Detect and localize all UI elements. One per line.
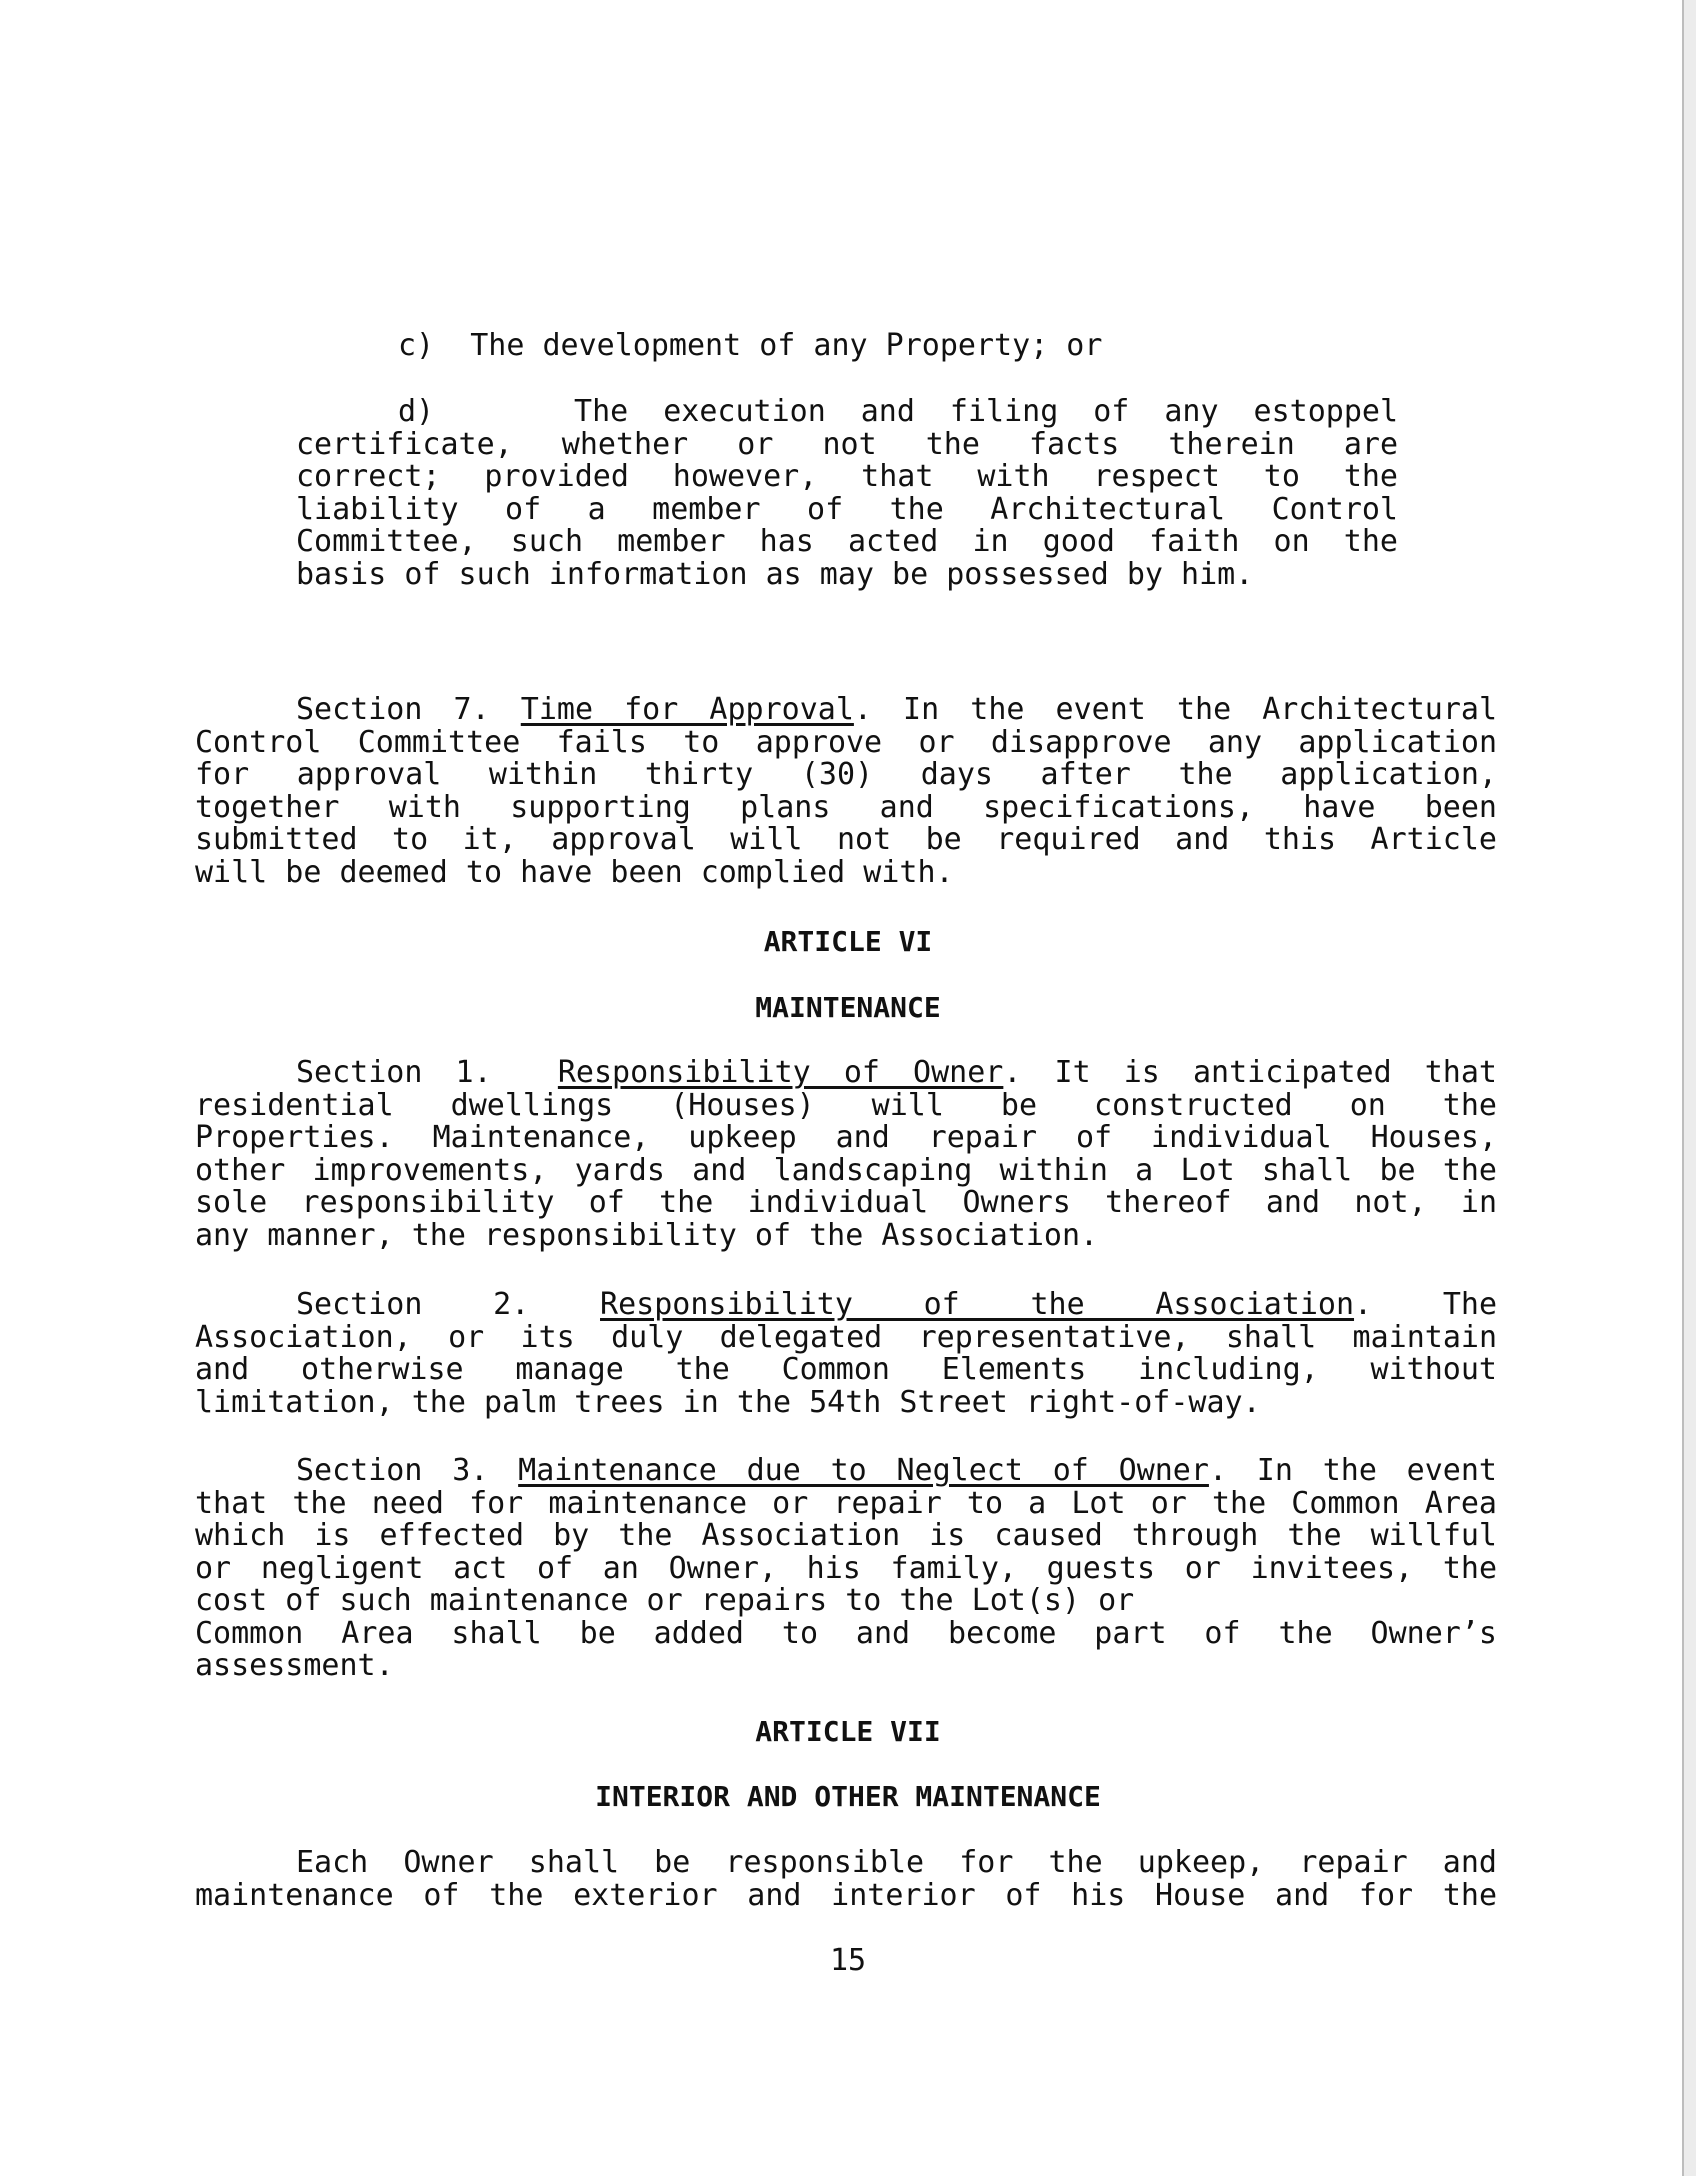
subsection-c <box>398 330 1298 363</box>
section-1-lead: Section 1. <box>296 1055 492 1090</box>
section-1-line: Properties. Maintenance, upkeep and repair of individual Houses, <box>195 1120 1497 1155</box>
section-1-line: sole responsibility of the individual Owners thereof and not, in <box>195 1185 1497 1220</box>
section-3-line: Section 3. Maintenance due to Neglect of Owner. In the event <box>296 1453 1497 1488</box>
section-2-lead: Section 2. <box>296 1287 530 1322</box>
section-1-line: Section 1. Responsibility of Owner. It is anticipated that <box>296 1055 1497 1090</box>
section-3-line: assessment. <box>195 1648 394 1683</box>
page-number: 15 <box>829 1943 867 1978</box>
article-6-section-3 <box>195 1455 1497 1683</box>
section-2-line: Association, or its duly delegated representative, shall maintain <box>195 1319 1497 1355</box>
section-1-line: other improvements, yards and landscaping within a Lot shall be the <box>195 1152 1497 1188</box>
section-7-line: for approval within thirty (30) days after the application, <box>195 757 1497 792</box>
subsection-d-line: basis of such information as may be possessed by him. <box>296 556 1254 592</box>
article-6-section-1 <box>195 1057 1497 1252</box>
section-7-line: submitted to it, approval will not be required and this Article <box>195 822 1497 857</box>
section-7-line: Control Committee fails to approve or disapprove any application <box>195 724 1497 760</box>
section-3-lead: Section 3. <box>296 1453 489 1488</box>
section-2-title: Responsibility of the Association <box>600 1287 1355 1322</box>
article-6-subheading: MAINTENANCE <box>755 991 941 1024</box>
section-7-lead: Section 7. <box>296 692 490 727</box>
subsection-d-line: correct; provided however, that with respect to the <box>296 459 1398 494</box>
subsection-c-text: The development of any Property; or <box>470 328 1103 363</box>
article-7-subheading: INTERIOR AND OTHER MAINTENANCE <box>595 1780 1101 1813</box>
section-7 <box>195 694 1497 889</box>
section-3-line: cost of such maintenance or repairs to the Lot(s) or <box>195 1583 1135 1618</box>
article-7-line: Each Owner shall be responsible for the upkeep, repair and <box>296 1845 1497 1880</box>
section-1-line: residential dwellings (Houses) will be constructed on the <box>195 1087 1497 1123</box>
section-3-line: which is effected by the Association is caused through the willful <box>195 1518 1497 1553</box>
subsection-c-marker: c) <box>398 328 435 363</box>
subsection-d-line: Committee, such member has acted in good faith on the <box>296 524 1398 559</box>
subsection-d-marker: d) <box>398 394 435 429</box>
page-edge <box>1682 0 1696 2176</box>
subsection-d-line: liability of a member of the Architectural Control <box>296 491 1398 527</box>
section-7-line: Section 7. Time for Approval. In the event the Architectural <box>296 692 1498 727</box>
article-6-heading: ARTICLE VI <box>763 925 933 958</box>
article-7-heading: ARTICLE VII <box>755 1715 941 1748</box>
section-2-line: limitation, the palm trees in the 54th Street right-of-way. <box>195 1384 1261 1420</box>
section-1-line: any manner, the responsibility of the Association. <box>195 1217 1099 1253</box>
article-7-line: maintenance of the exterior and interior of his House and for the <box>195 1877 1497 1913</box>
section-3-line: Common Area shall be added to and become part of the Owner’s <box>195 1615 1497 1651</box>
section-3-title: Maintenance due to Neglect of Owner <box>518 1453 1209 1488</box>
article-6-section-2 <box>195 1289 1497 1419</box>
section-2-line: Section 2. Responsibility of the Association. The <box>296 1287 1498 1322</box>
subsection-d <box>296 396 1398 591</box>
article-7-body <box>195 1847 1497 1912</box>
section-7-line: together with supporting plans and specifications, have been <box>195 789 1497 825</box>
subsection-d-line: certificate, whether or not the facts therein are <box>296 426 1398 462</box>
section-2-line: and otherwise manage the Common Elements including, without <box>195 1352 1497 1387</box>
section-7-line: will be deemed to have been complied with. <box>195 854 954 890</box>
section-7-title: Time for Approval <box>520 692 854 727</box>
subsection-d-line: d) The execution and filing of any estoppel <box>398 394 1399 429</box>
section-1-title: Responsibility of Owner <box>557 1055 1004 1090</box>
section-3-line: or negligent act of an Owner, his family, guests or invitees, the <box>195 1550 1497 1586</box>
section-3-line: that the need for maintenance or repair to a Lot or the Common Area <box>195 1485 1497 1521</box>
